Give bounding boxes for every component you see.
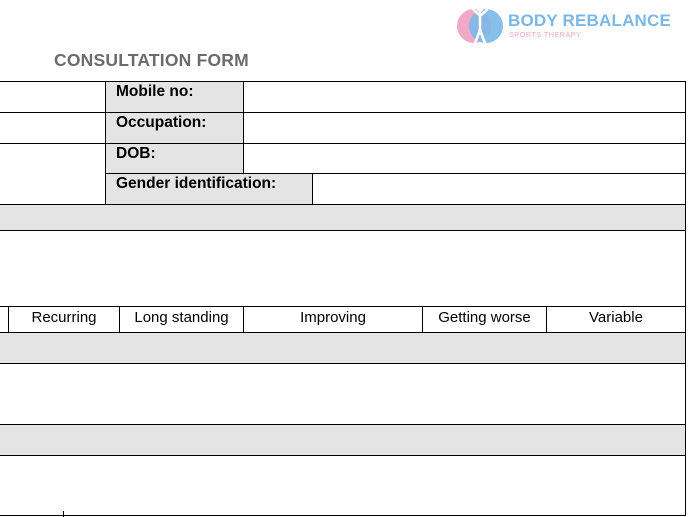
logo-name: BODY REBALANCE <box>508 11 672 30</box>
option-recurring[interactable]: Recurring <box>31 309 97 326</box>
section-header-bar-1 <box>0 205 685 230</box>
gender-field[interactable] <box>313 174 685 204</box>
dob-label: DOB: <box>116 145 156 162</box>
free-text-area-2[interactable] <box>0 364 685 424</box>
logo-tagline: SPORTS THERAPY <box>509 30 582 39</box>
gender-label: Gender identification: <box>116 175 277 192</box>
option-getting-worse[interactable]: Getting worse <box>438 309 531 326</box>
occupation-label: Occupation: <box>116 114 207 131</box>
option-variable[interactable]: Variable <box>589 309 643 326</box>
brand-logo <box>456 2 686 50</box>
page-title: CONSULTATION FORM <box>54 50 249 70</box>
occupation-field[interactable] <box>244 113 685 143</box>
dob-field[interactable] <box>244 144 685 173</box>
free-text-area-1[interactable] <box>0 231 685 306</box>
left-field-row-3[interactable] <box>0 144 105 204</box>
logo-figure-icon <box>456 2 504 50</box>
section-header-bar-3 <box>0 425 685 455</box>
section-header-bar-2 <box>0 333 685 363</box>
left-field-row-2[interactable] <box>0 113 105 143</box>
left-field-row-1[interactable] <box>0 82 105 112</box>
mobile-label: Mobile no: <box>116 83 194 100</box>
free-text-area-3[interactable] <box>0 456 685 515</box>
option-improving[interactable]: Improving <box>300 309 366 326</box>
mobile-field[interactable] <box>244 82 685 112</box>
option-long-standing[interactable]: Long standing <box>134 309 229 326</box>
